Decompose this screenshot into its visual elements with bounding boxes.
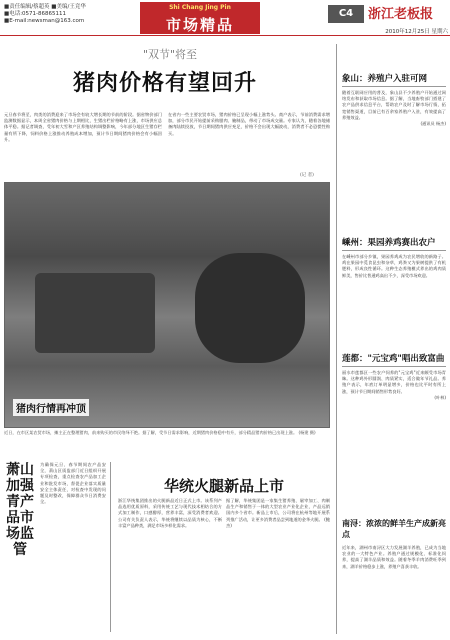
- right-section-liandu: [342, 352, 446, 401]
- phone-line: ■电话:0571-86865111: [4, 11, 67, 17]
- photo-caption-box: 猪肉行情再冲顶: [13, 399, 89, 416]
- story-body-col2: 在省内一些主要农贸市场，猪肉价格已呈现小幅上涨势头。商户表示，节前消费需求增加，部分市民开始提前采购腊肉、腌制品，带动了市场成交量。专家认为，随着各地储备肉陆续投放，节日期间猪肉供应充足，价格不会出现大幅波动，消费者不必恐慌性购买。: [168, 112, 330, 136]
- huacheng-body-col1: 浙江华统集团推出的火腿新品近日正式上市。该系列产品选用优质原料，采用传统工艺与现代技术相结合的方式加工制作，口感醇厚，营养丰富，深受消费者欢迎。公司有关负责人表示，华统将继续以品质为核心，不断丰富产品种类，满足市场多样化需求。: [118, 498, 222, 528]
- header-rule: [0, 35, 450, 36]
- right-section-shengzhou: [342, 236, 446, 279]
- email-line: ■E-mail:newsman@163.com: [4, 18, 85, 24]
- page-code: C4: [328, 5, 364, 23]
- huacheng-body-col2: 据了解，华统集团是一家集生猪养殖、屠宰加工、肉制品生产和销售于一体的大型农业产业化企业，产品远销国内多个省市。新品上市后，公司将在杭州等地开展系列推广活动，让更多消费者品尝到地道的金华火腿。 (鲍 杰): [226, 498, 330, 528]
- story-kicker: "双节"将至: [142, 48, 198, 61]
- section-banner: [140, 2, 260, 34]
- editor-contact-info: [4, 4, 86, 25]
- photo-stall-shape: [35, 273, 155, 353]
- right-section-title: 莲都："元宝鸡"唱出致富曲: [342, 352, 446, 367]
- sidebar-heading: 萧山加强青产品市场监管: [6, 462, 34, 558]
- right-section-xiangshan: [342, 72, 446, 127]
- right-section-byline: (通讯员 杨杰): [420, 121, 446, 127]
- story-body-col1: 元旦春节将至，肉类的消费迎来了市场会有较大增长期的节前的阶段。据省物价部门监测数据显示，本周全省猪肉价格与上期相比，生猪出栏价格略有上涨，市场供应总体平稳。据记者调查，受年初大雪和产区养殖结构调整影响，今年部分地区生猪存栏量有所下降，饲料价格上涨推动养殖成本增加，预计节日期间猪肉价格会有小幅回升。: [4, 112, 162, 142]
- photo-cover-shape: [195, 253, 305, 363]
- editor-line: ■责任编辑/蔡超英 ■美编/王竞华: [4, 4, 86, 10]
- section-pinyin: Shi Chang Jing Pin: [169, 4, 231, 11]
- photo-caption: 近日，在市区某农贸市场，摊主正在整理猪肉，前来购买的市民络绎不绝。据了解，受节日需求影响，近期猪肉价格稳中有升，部分精品猪肉价格已出现上涨。 (杨建 摄): [4, 430, 316, 435]
- sidebar-heading-box: [4, 462, 36, 632]
- sidebar-divider: [110, 462, 111, 632]
- huacheng-headline: 华统火腿新品上市: [163, 477, 284, 495]
- sidebar-text: 为确保元旦、春节期间农产品安全，萧山区质监部门近日组织开展专项检查，重点检查农产品加工企业和批发市场，督促企业落实质量安全主体责任，对检查中发现的问题及时整改，保障群众节日消费安全。: [40, 462, 106, 505]
- right-section-nanxun: [342, 518, 446, 570]
- right-section-body: 在嵊州市部分乡镇，果园养鸡成为农民增收的新路子。鸡在果园中觅食昆虫和杂草，鸡粪又为果树提供了有机肥料，形成良性循环。这种生态养殖模式养出的鸡肉质鲜美，售价比普通鸡高出不少，深受市场欢迎。: [342, 254, 446, 278]
- right-section-body: 丽水市莲都区一些农户饲养的"元宝鸡"近来颇受市场青睐。这种鸡外形圆润、肉质紧实，适合做年节礼品。养殖户表示，年底订单明显增多，价格也比平时有所上涨，预计节日期间销售形势良好。: [342, 370, 446, 394]
- right-section-title: 嵊州：果园养鸡赛出农户: [342, 236, 446, 251]
- right-section-body: 近年来，湖州市南浔区大力发展湖羊养殖，已成为当地农业的一大特色产业。养殖户通过规模化、标准化饲养，提高了湖羊品质和效益。随着冬季羊肉消费旺季到来，湖羊价格稳步上涨，养殖户喜获丰收。: [342, 545, 446, 569]
- story-headline: 猪肉价格有望回升: [72, 71, 257, 96]
- market-photo: [4, 182, 330, 428]
- story-byline: (记 者): [300, 173, 314, 178]
- right-section-body: 随着互联网应用的普及，象山县不少养殖户开始通过网络发布和获取市场信息。据了解，当地畜牧部门搭建了农产品供求信息平台，帮助农户及时了解市场行情，拓宽销售渠道，目前已有百余家养殖户入驻，有效提高了养殖效益。: [342, 90, 446, 120]
- page-header: [0, 0, 450, 36]
- paper-name-logo: 浙江老板报: [368, 7, 434, 22]
- issue-date: 2010年12月25日 星期六: [385, 29, 448, 35]
- right-section-title: 象山：养殖户入驻可网: [342, 72, 446, 87]
- column-divider: [336, 44, 337, 634]
- right-section-title: 南浔：浓浓的鲜羊生产成新亮点: [342, 519, 446, 539]
- right-section-byline: (叶林): [434, 394, 446, 400]
- section-title: 市场精品: [165, 16, 234, 34]
